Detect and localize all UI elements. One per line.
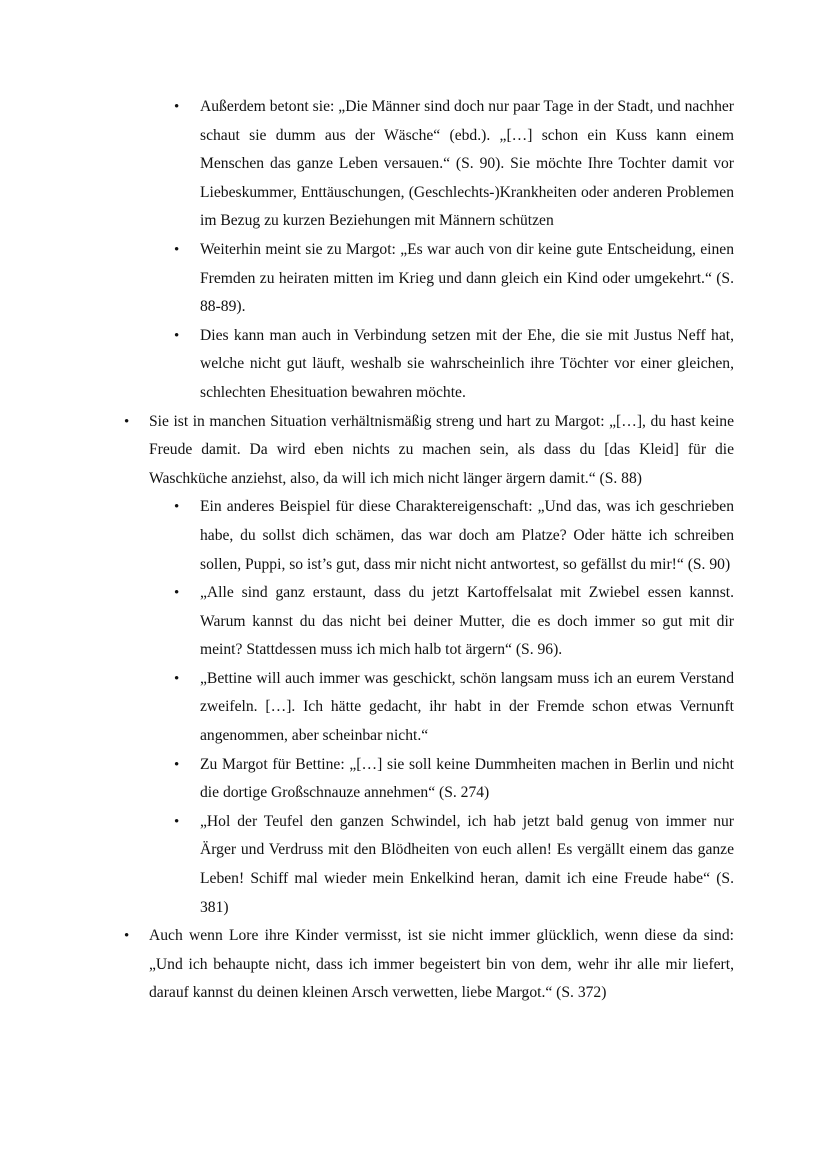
nested-sublist bbox=[0, 493, 828, 922]
top-sublist bbox=[0, 93, 828, 408]
list-item bbox=[0, 236, 734, 322]
list-item-text: „Bettine will auch immer was geschickt, schön langsam muss ich an eurem Verstand zweifeln. […]. Ich hätte gedacht, ihr habt in der Fremde schon etwas Vernunft angenommen, aber scheinbar nicht.“ bbox=[200, 669, 734, 745]
list-item-text: Sie ist in manchen Situation verhältnismäßig streng und hart zu Margot: „[…], du hast keine Freude damit. Da wird eben nichts zu machen sein, als dass du [das Kleid] für die Waschküche anziehst, also, da will ich mich nicht länger ärgern damit.“ (S. 88) bbox=[149, 412, 734, 487]
list-item-text: Außerdem betont sie: „Die Männer sind doch nur paar Tage in der Stadt, und nachher schaut sie dumm aus der Wäsche“ (ebd.). „[…] schon ein Kuss kann einem Menschen das ganze Leben versauen.“ (S. 90). Sie möchte Ihre Tochter damit vor Liebeskummer, Enttäuschungen, (Geschlechts-)Krankheiten oder anderen Problemen im Bezug zu kurzen Beziehungen mit Männern schützen bbox=[200, 98, 734, 230]
list-item bbox=[0, 93, 734, 236]
list-item-text: Ein anderes Beispiel für diese Charaktereigenschaft: „Und das, was ich geschrieben habe, du sollst dich schämen, das war doch am Platze? Oder hätte ich schreiben sollen, Puppi, so ist’s gut, dass mir nicht nicht antwortest, so gefällst du mir!“ (S. 90) bbox=[200, 498, 734, 573]
bullet-icon: • bbox=[174, 756, 180, 773]
list-item bbox=[0, 493, 734, 579]
main-list bbox=[0, 408, 828, 494]
list-item-text: Dies kann man auch in Verbindung setzen mit der Ehe, die sie mit Justus Neff hat, welche nicht gut läuft, weshalb sie wahrscheinlich ihre Töchter vor einer gleichen, schlechten Ehesituation bewahren möchte. bbox=[200, 326, 734, 401]
list-item bbox=[0, 808, 734, 922]
list-item bbox=[0, 322, 734, 408]
bullet-icon: • bbox=[174, 327, 180, 344]
bullet-icon: • bbox=[124, 413, 130, 430]
list-item-text: „Hol der Teufel den ganzen Schwindel, ich hab jetzt bald genug von immer nur Ärger und Verdruss mit den Blödheiten von euch allen! Es vergällt einem das ganze Leben! Schiff mal wieder mein Enkelkind heran, damit ich eine Freude habe“ (S. 381) bbox=[200, 812, 734, 916]
bullet-icon: • bbox=[174, 670, 180, 687]
list-item bbox=[0, 579, 734, 665]
bullet-icon: • bbox=[174, 813, 180, 830]
bullet-icon: • bbox=[174, 241, 180, 258]
list-item bbox=[0, 751, 734, 808]
list-item bbox=[0, 922, 734, 1008]
list-item-text: Zu Margot für Bettine: „[…] sie soll keine Dummheiten machen in Berlin und nicht die dortige Großschnauze annehmen“ (S. 274) bbox=[200, 755, 734, 802]
bullet-icon: • bbox=[174, 499, 180, 516]
bullet-icon: • bbox=[174, 585, 180, 602]
bullet-icon: • bbox=[124, 928, 130, 945]
bullet-icon: • bbox=[174, 99, 180, 115]
list-item bbox=[0, 408, 734, 494]
list-item-text: „Alle sind ganz erstaunt, dass du jetzt Kartoffelsalat mit Zwiebel essen kannst. Warum kannst du das nicht bei deiner Mutter, die es doch immer so gut mit dir meint? Stattdessen muss ich mich halb tot ärgern“ (S. 96). bbox=[200, 584, 734, 659]
list-item bbox=[0, 665, 734, 751]
main-list bbox=[0, 922, 828, 1008]
list-item-text: Auch wenn Lore ihre Kinder vermisst, ist sie nicht immer glücklich, wenn diese da sind: „Und ich behaupte nicht, dass ich immer begeistert bin von dem, wehr ihr alle mir liefert, darauf kannst du deinen kleinen Arsch verwetten, liebe Margot.“ (S. 372) bbox=[149, 927, 734, 1002]
document-body bbox=[0, 93, 828, 1008]
list-item-text: Weiterhin meint sie zu Margot: „Es war auch von dir keine gute Entscheidung, einen Fremden zu heiraten mitten im Krieg und dann gleich ein Kind oder umgekehrt.“ (S. 88-89). bbox=[200, 240, 734, 316]
